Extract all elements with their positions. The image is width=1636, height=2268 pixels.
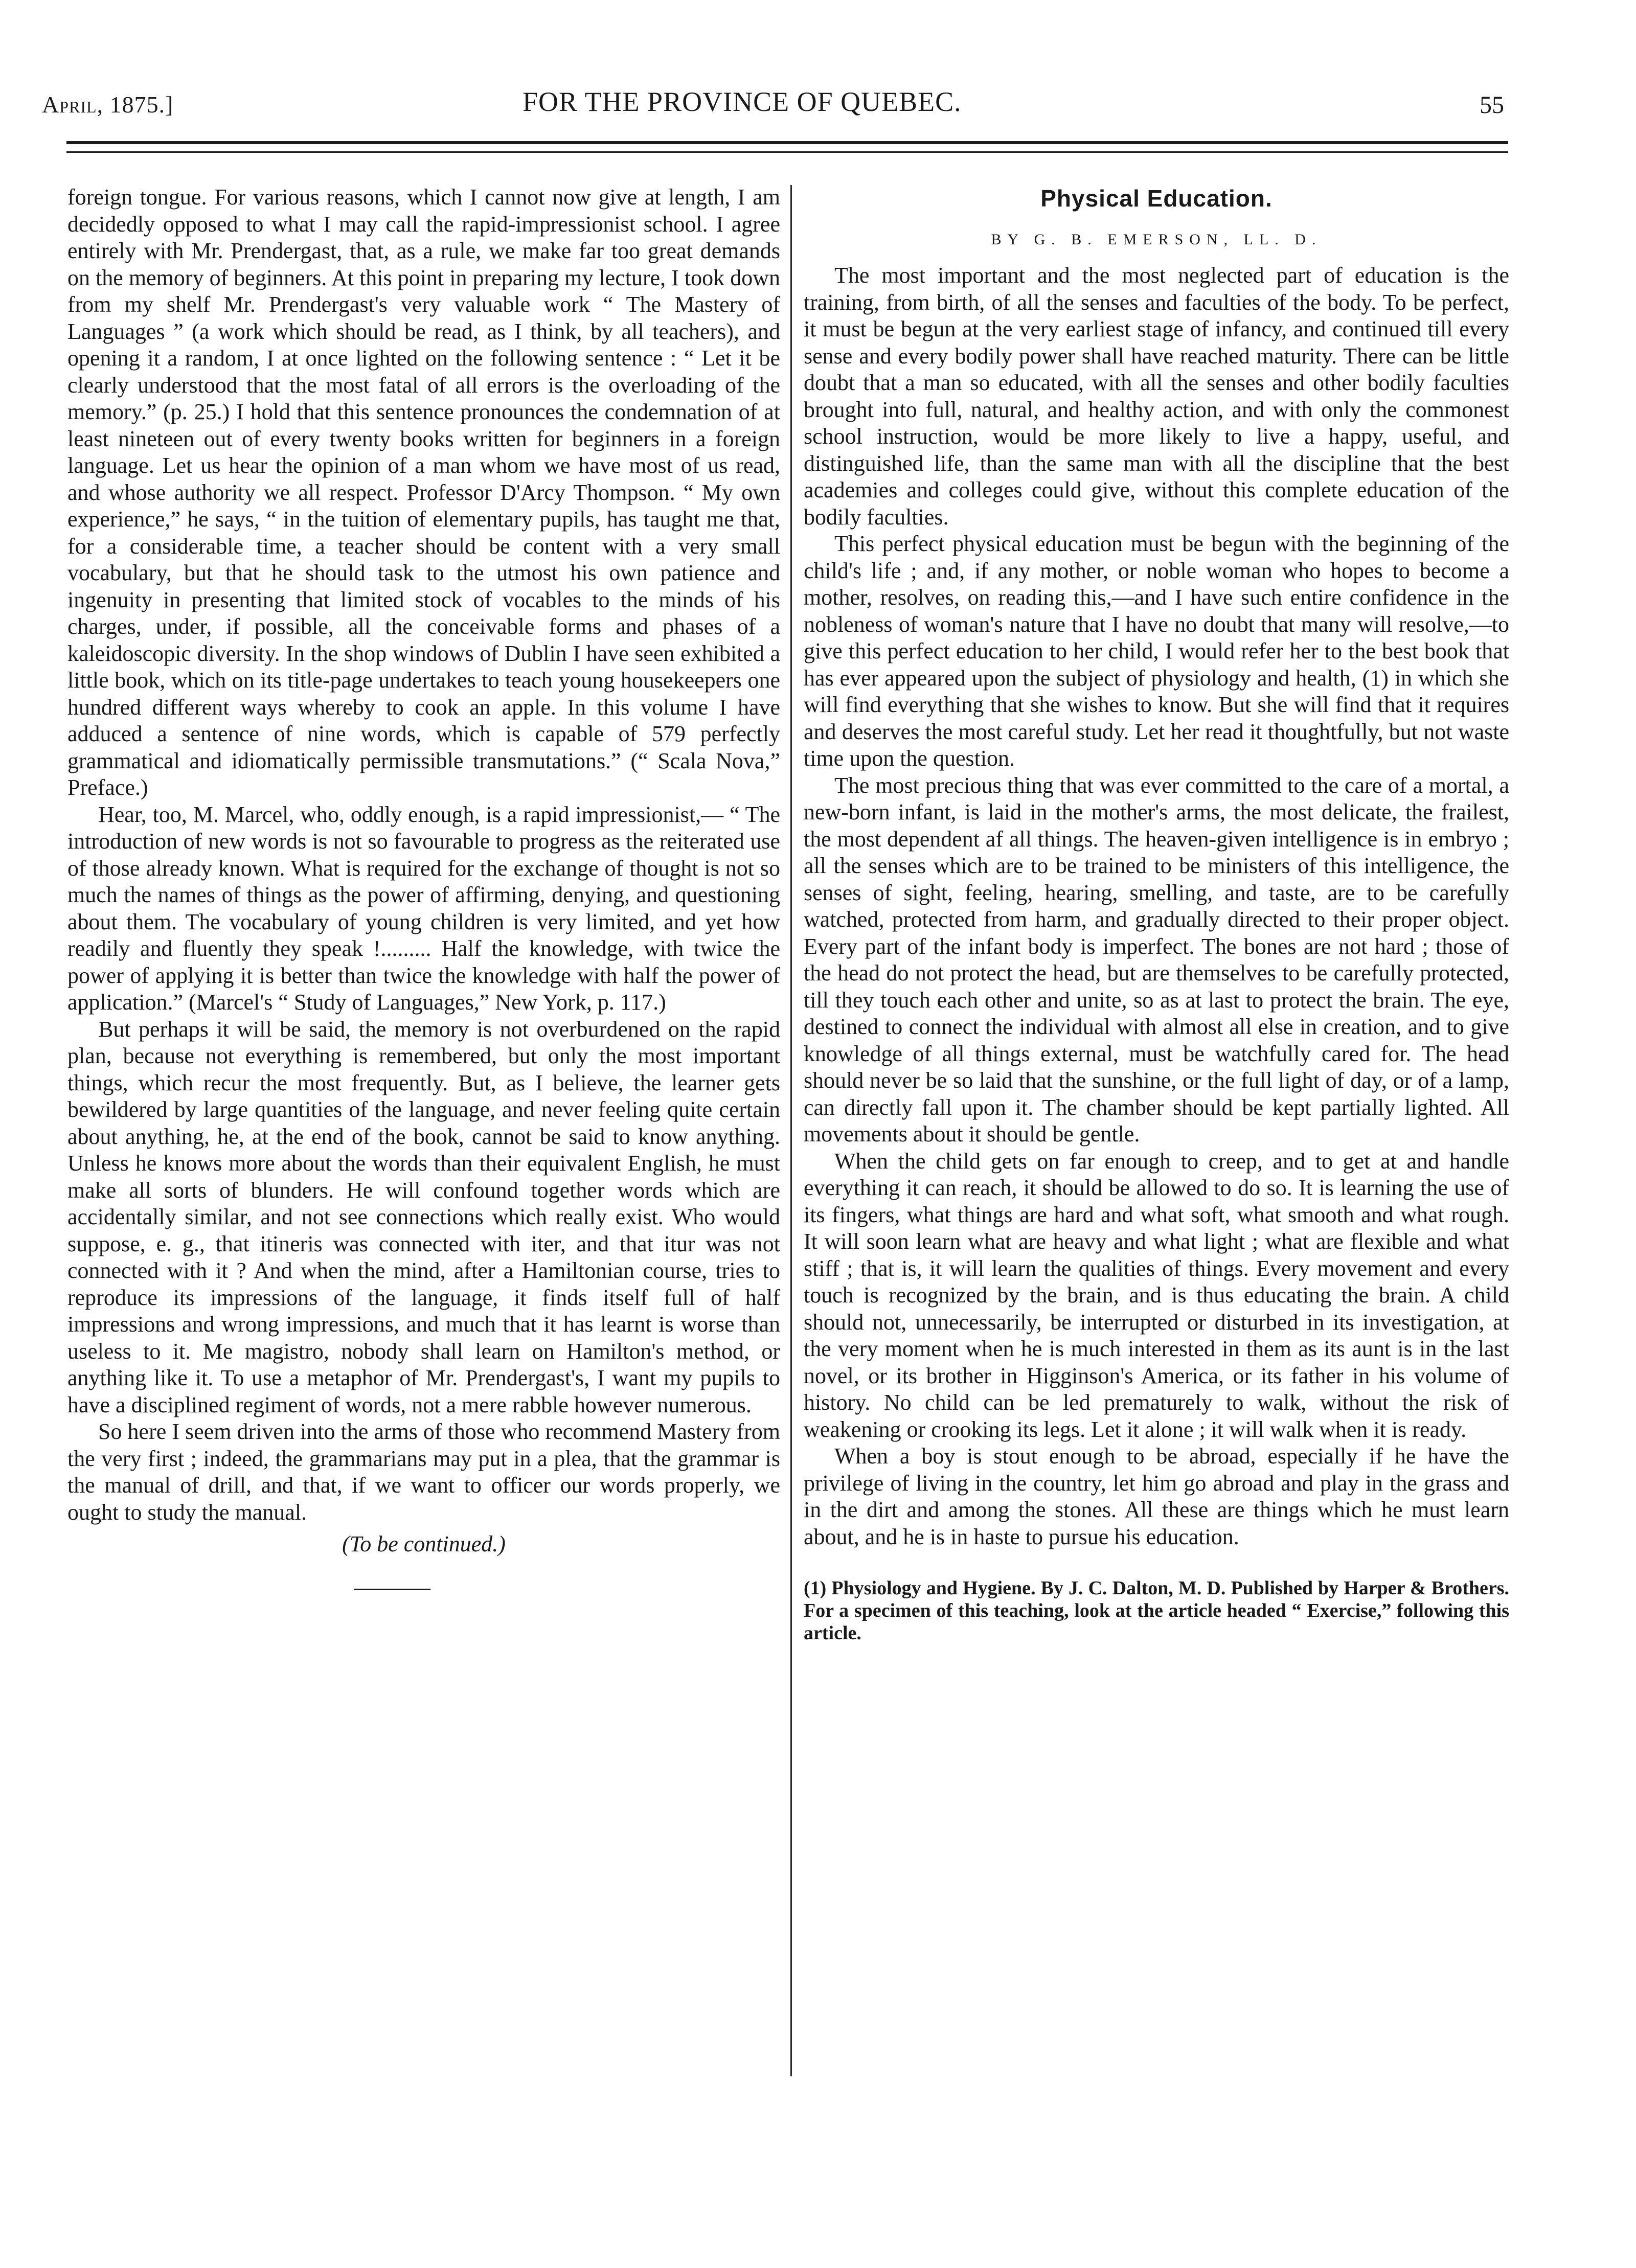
article-title: Physical Education. xyxy=(1040,185,1273,212)
footnote: (1) Physiology and Hygiene. By J. C. Dalton, M. D. Published by Harper & Brothers. For a specimen of this teaching, look at the article headed “ Exercise,” following this article. xyxy=(804,1577,1509,1644)
article-byline: BY G. B. EMERSON, LL. D. xyxy=(991,231,1322,248)
right-paragraph-1: The most important and the most neglected part of education is the training, from birth, of all the senses and faculties of the body. To be perfect, it must be begun at the very earliest stage of infancy, and continued till every sense and every bodily power shall have reached maturity. There can be little doubt that a man so educated, with all the senses and other bodily faculties brought into full, natural, and healthy action, and with only the commonest school instruction, would be more likely to live a happy, useful, and distinguished life, than the same man with all the discipline that the best academies and colleges could give, without this complete education of the bodily faculties. xyxy=(804,263,1509,530)
left-paragraph-2: Hear, too, M. Marcel, who, oddly enough, is a rapid impressionist,— “ The introduction of new words is not so favourable to progress as the reiterated use of those already known. What is required for the exchange of thought is not so much the names of things as the power of affirming, denying, and questioning about them. The vocabulary of young children is very limited, and yet how readily and fluently they speak !......... Half the knowledge, with twice the power of applying it is better than twice the knowledge with half the power of application.” (Marcel's “ Study of Languages,” New York, p. 117.) xyxy=(67,801,780,1015)
right-paragraph-4: When the child gets on far enough to creep, and to get at and handle everything it can reach, it should be allowed to do so. It is learning the use of its fingers, what things are hard and what soft, what smooth and what rough. It will soon learn what are heavy and what light ; what are flexible and what stiff ; that is, it will learn the qualities of things. Every movement and every touch is recognized by the brain, and is thus educating the brain. A child should not, unnecessarily, be interrupted or disturbed in its investigation, at the very moment when he is much interested in them as its aunt is in the last novel, or its brother in Higginson's America, or its father in his volume of history. No child can be led prematurely to walk, without the risk of weakening or crooking its legs. Let it alone ; it will walk when it is ready. xyxy=(804,1148,1509,1442)
page-number: 55 xyxy=(1480,91,1504,119)
end-rule xyxy=(354,1589,430,1590)
header-rule-thick xyxy=(66,141,1508,144)
header-title: FOR THE PROVINCE OF QUEBEC. xyxy=(522,86,962,117)
right-paragraph-2: This perfect physical education must be begun with the beginning of the child's life ; and, if any mother, or noble woman who hopes to become a mother, resolves, on reading this,—and I have such entire confidence in the nobleness of woman's nature that I have no doubt that many will resolve,—to give this perfect education to her child, I would refer her to the best book that has ever appeared upon the subject of physiology and health, (1) in which she will find everything that she wishes to know. But she will find that it requires and deserves the most careful study. Let her read it thoughtfully, but not waste time upon the question. xyxy=(804,531,1509,771)
to-be-continued: (To be continued.) xyxy=(342,1531,506,1556)
right-column xyxy=(804,184,1509,1644)
right-paragraph-3: The most precious thing that was ever committed to the care of a mortal, a new-born infant, is laid in the mother's arms, the most delicate, the frailest, the most dependent af all things. The heaven-given intelligence is in embryo ; all the senses which are to be trained to be ministers of this intelligence, the senses of sight, feeling, hearing, smelling, and taste, are to be carefully watched, protected from harm, and gradually directed to their proper object. Every part of the infant body is imperfect. The bones are not hard ; those of the head do not protect the head, but are themselves to be carefully protected, till they touch each other and unite, so as at last to protect the brain. The eye, destined to connect the individual with almost all else in creation, and to give knowledge of all things external, must be watchfully cared for. The head should never be so laid that the sunshine, or the full light of day, or of a lamp, can directly fall upon it. The chamber should be kept partially lighted. All movements about it should be gentle. xyxy=(804,772,1509,1147)
left-paragraph-1: foreign tongue. For various reasons, which I cannot now give at length, I am decidedly opposed to what I may call the rapid-impressionist school. I agree entirely with Mr. Prendergast, that, as a rule, we make far too great demands on the memory of beginners. At this point in preparing my lecture, I took down from my shelf Mr. Prendergast's very valuable work “ The Mastery of Languages ” (a work which should be read, as I think, by all teachers), and opening it a random, I at once lighted on the following sentence : “ Let it be clearly understood that the most fatal of all errors is the overloading of the memory.” (p. 25.) I hold that this sentence pronounces the condemnation of at least nineteen out of every twenty books written for beginners in a foreign language. Let us hear the opinion of a man whom we have most of us read, and whose authority we all respect. Professor D'Arcy Thompson. “ My own experience,” he says, “ in the tuition of elementary pupils, has taught me that, for a considerable time, a teacher should be content with a very small vocabulary, but that he should task to the utmost his own patience and ingenuity in presenting that limited stock of vocables to the minds of his charges, under, if possible, all the conceivable forms and phases of a kaleidoscopic diversity. In the shop windows of Dublin I have seen exhibited a little book, which on its title-page undertakes to teach young housekeepers one hundred different ways whereby to cook an apple. In this volume I have adduced a sentence of nine words, which is capable of 579 perfectly grammatical and idiomatically permissible transmutations.” (“ Scala Nova,” Preface.) xyxy=(67,185,780,800)
column-divider xyxy=(790,185,792,2076)
header-rule-thin xyxy=(66,151,1508,153)
header-date: April, 1875.] xyxy=(42,91,174,118)
left-column xyxy=(67,184,780,1590)
right-paragraph-5: When a boy is stout enough to be abroad, especially if he have the privilege of living in the country, let him go abroad and play in the grass and in the dirt and among the stones. All these are things which he must learn about, and he is in haste to pursue his education. xyxy=(804,1444,1509,1549)
left-paragraph-3: But perhaps it will be said, the memory is not overburdened on the rapid plan, because not everything is remembered, but only the most important things, which recur the most frequently. But, as I believe, the learner gets bewildered by large quantities of the language, and never feeling quite certain about anything, he, at the end of the book, cannot be said to know anything. Unless he knows more about the words than their equivalent English, he must make all sorts of blunders. He will confound together words which are accidentally similar, and not see connections which really exist. Who would suppose, e. g., that itineris was connected with iter, and that itur was not connected with it ? And when the mind, after a Hamiltonian course, tries to reproduce its impressions of the language, it finds itself full of half impressions and wrong impressions, and much that it has learnt is worse than useless to it. Me magistro, nobody shall learn on Hamilton's method, or anything like it. To use a metaphor of Mr. Prendergast's, I want my pupils to have a disciplined regiment of words, not a mere rabble however numerous. xyxy=(67,1016,780,1417)
left-paragraph-4: So here I seem driven into the arms of those who recommend Mastery from the very first ; indeed, the grammarians may put in a plea, that the grammar is the manual of drill, and that, if we want to officer our words properly, we ought to study the manual. xyxy=(67,1419,780,1525)
running-header xyxy=(42,86,1504,127)
